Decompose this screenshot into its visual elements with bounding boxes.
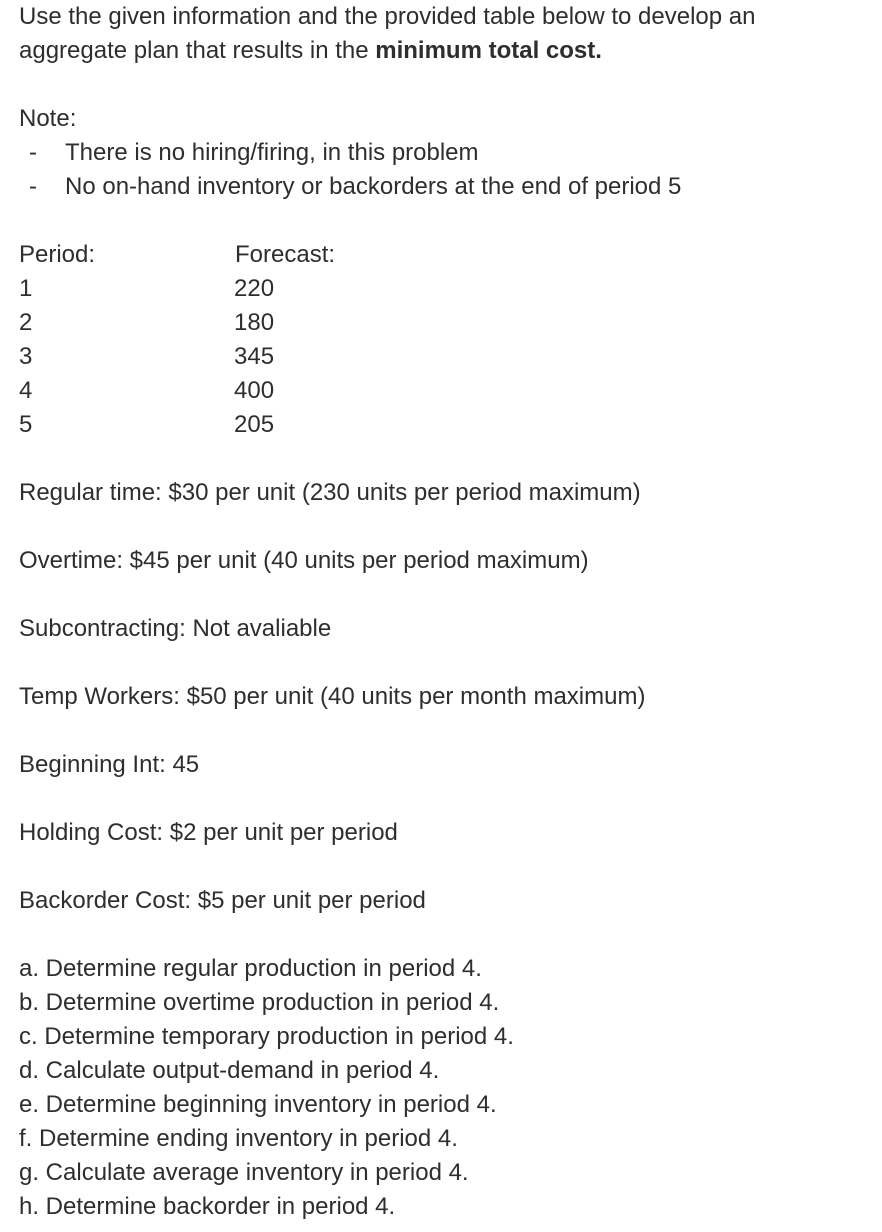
forecast-header: Forecast:	[235, 241, 336, 268]
forecast-cell: 400	[234, 377, 275, 404]
spacer	[19, 204, 874, 238]
document	[19, 0, 874, 1224]
table-header	[19, 238, 874, 272]
spacer	[19, 714, 874, 748]
note-item-text: There is no hiring/firing, in this problem	[65, 139, 479, 166]
spacer	[19, 918, 874, 952]
forecast-cell: 205	[234, 411, 275, 438]
question-e: e. Determine beginning inventory in period 4.	[19, 1091, 497, 1118]
period-cell: 2	[19, 309, 33, 336]
spacer	[19, 850, 874, 884]
intro-line-1: Use the given information and the provided table below to develop an	[19, 3, 756, 30]
spacer	[19, 782, 874, 816]
table-row	[19, 272, 874, 306]
note-bullet: -	[29, 139, 37, 166]
note-item	[19, 136, 874, 170]
spacer	[19, 578, 874, 612]
intro-emphasis: minimum total cost.	[375, 37, 602, 64]
note-item	[19, 170, 874, 204]
beginning-inventory-text: Beginning Int: 45	[19, 751, 200, 778]
period-cell: 1	[19, 275, 33, 302]
period-header: Period:	[19, 241, 96, 268]
question-d: d. Calculate output-demand in period 4.	[19, 1057, 440, 1084]
question-b: b. Determine overtime production in period 4.	[19, 989, 500, 1016]
period-cell: 3	[19, 343, 33, 370]
subcontracting-text: Subcontracting: Not avaliable	[19, 615, 332, 642]
question-a: a. Determine regular production in period 4.	[19, 955, 482, 982]
table-row	[19, 306, 874, 340]
spacer	[19, 442, 874, 476]
question-g: g. Calculate average inventory in period 4.	[19, 1159, 469, 1186]
table-row	[19, 408, 874, 442]
temp-workers-text: Temp Workers: $50 per unit (40 units per month maximum)	[19, 683, 646, 710]
overtime-text: Overtime: $45 per unit (40 units per period maximum)	[19, 547, 589, 574]
table-row	[19, 374, 874, 408]
forecast-cell: 345	[234, 343, 275, 370]
question-c: c. Determine temporary production in period 4.	[19, 1023, 514, 1050]
intro-line-2-text: aggregate plan that results in the	[19, 37, 376, 64]
note-item-text: No on-hand inventory or backorders at the end of period 5	[65, 173, 682, 200]
period-cell: 5	[19, 411, 33, 438]
note-label: Note:	[19, 105, 77, 132]
question-h: h. Determine backorder in period 4.	[19, 1193, 396, 1220]
intro-line-2	[19, 34, 874, 68]
table-row	[19, 340, 874, 374]
spacer	[19, 68, 874, 102]
period-cell: 4	[19, 377, 33, 404]
forecast-cell: 180	[234, 309, 275, 336]
question-f: f. Determine ending inventory in period 4.	[19, 1125, 458, 1152]
regular-time-text: Regular time: $30 per unit (230 units per period maximum)	[19, 479, 641, 506]
forecast-cell: 220	[234, 275, 275, 302]
spacer	[19, 646, 874, 680]
note-bullet: -	[29, 173, 37, 200]
backorder-cost-text: Backorder Cost: $5 per unit per period	[19, 887, 426, 914]
spacer	[19, 510, 874, 544]
holding-cost-text: Holding Cost: $2 per unit per period	[19, 819, 398, 846]
